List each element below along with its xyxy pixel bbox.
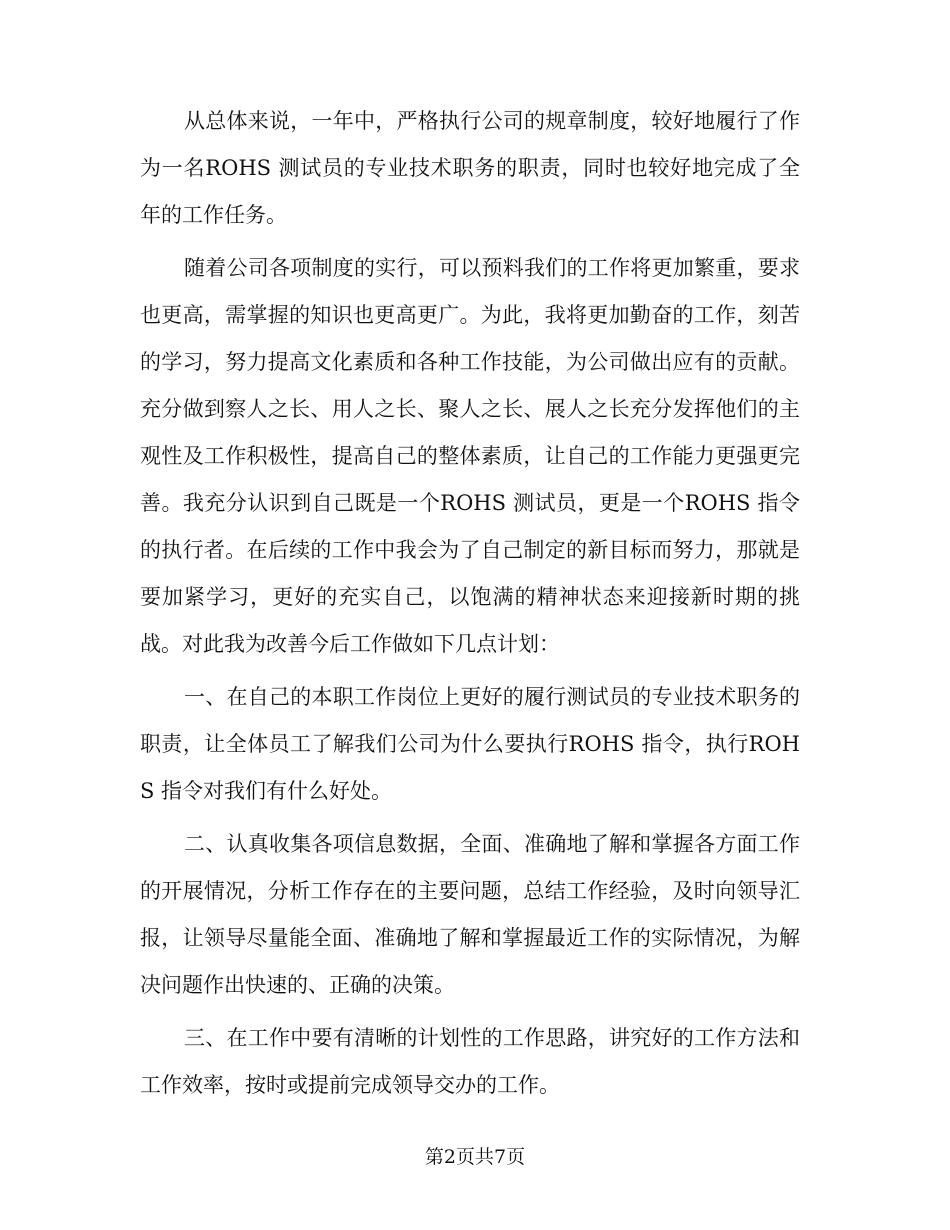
page-number-footer: 第2页共7页 [424,1146,526,1168]
paragraph-summary: 从总体来说，一年中，严格执行公司的规章制度，较好地履行了作为一名ROHS 测试员的专业技术职务的职责，同时也较好地完成了全年的工作任务。 [140,109,800,227]
paragraph-plan-2: 二、认真收集各项信息数据，全面、准确地了解和掌握各方面工作的开展情况，分析工作存在的主要问题，总结工作经验，及时向领导汇报，让领导尽量能全面、准确地了解和掌握最近工作的实际情况，为解决问题作出快速的、正确的决策。 [140,832,800,997]
paragraph-plan-3: 三、在工作中要有清晰的计划性的工作思路，讲究好的工作方法和工作效率，按时或提前完成领导交办的工作。 [140,1026,800,1097]
paragraph-outlook: 随着公司各项制度的实行，可以预料我们的工作将更加繁重，要求也更高，需掌握的知识也更高更广。为此，我将更加勤奋的工作，刻苦的学习，努力提高文化素质和各种工作技能，为公司做出应有的贡献。充分做到察人之长、用人之长、聚人之长、展人之长充分发挥他们的主观性及工作积极性，提高自己的整体素质，让自己的工作能力更强更完善。我充分认识到自己既是一个ROHS 测试员，更是一个ROHS 指令的执行者。在后续的工作中我会为了自己制定的新目标而努力，那就是要加紧学习，更好的充实自己，以饱满的精神状态来迎接新时期的挑战。对此我为改善今后工作做如下几点计划： [140,256,800,656]
document-body [140,98,800,1115]
paragraph-plan-1: 一、在自己的本职工作岗位上更好的履行测试员的专业技术职务的职责，让全体员工了解我们公司为什么要执行ROHS 指令，执行ROHS 指令对我们有什么好处。 [140,685,800,803]
